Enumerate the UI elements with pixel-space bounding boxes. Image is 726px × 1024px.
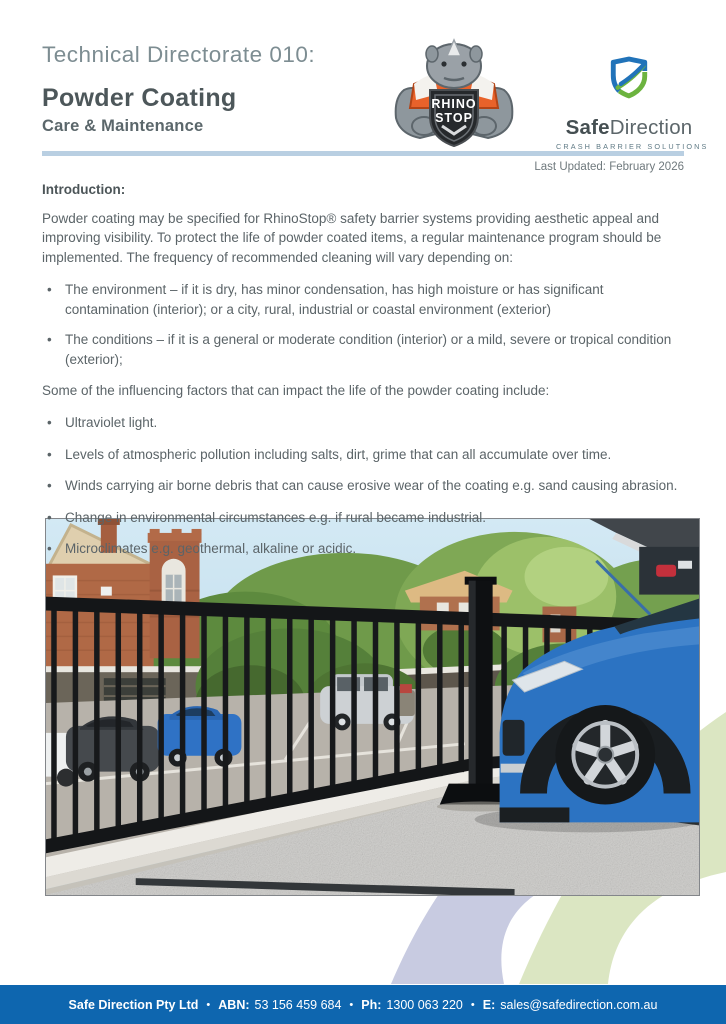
bullet-list-influencing-factors [42, 413, 685, 559]
document-body [42, 180, 685, 571]
bullet-item: • The conditions – if it is a general or moderate condition (interior) or a mild, severe or tropical condition (exterior); [42, 330, 685, 369]
footer-phone-label: Ph: [361, 997, 382, 1012]
footer-separator: • [349, 998, 354, 1011]
footer-email-value: sales@safedirection.com.au [500, 997, 658, 1012]
page-title: Powder Coating [42, 84, 237, 112]
bullet-item: • The environment – if it is dry, has minor condensation, has high moisture or has significant contamination (interior); or a city, rural, industrial or coastal environment (exterior) [42, 280, 685, 319]
last-updated-text: Last Updated: February 2026 [534, 161, 684, 173]
rhino-shield-text-line1: RHINO [431, 97, 477, 111]
safedirection-logo [556, 42, 709, 151]
photo-powder-coated-balustrade [45, 518, 700, 896]
safedirection-tagline: CRASH BARRIER SOLUTIONS [556, 142, 709, 151]
footer-email-label: E: [482, 997, 496, 1012]
footer-bar [0, 985, 726, 1024]
rhinostop-logo [386, 38, 522, 150]
bullet-item: • Microclimates e.g. geothermal, alkaline or acidic. [42, 539, 685, 559]
rhino-shield-icon [430, 90, 478, 146]
header-doc-number: Technical Directorate 010: [42, 42, 316, 67]
footer-abn-value: 53 156 459 684 [254, 997, 342, 1012]
bullet-item: • Change in environmental circumstances e.g. if rural became industrial. [42, 508, 685, 528]
bullet-item: • Winds carrying air borne debris that can cause erosive wear of the coating e.g. sand causing abrasion. [42, 476, 685, 496]
bullet-item: • Ultraviolet light. [42, 413, 685, 433]
header-divider-rule [42, 151, 684, 156]
footer-abn-label: ABN: [218, 997, 250, 1012]
safedirection-wordmark-light: Direction [609, 116, 693, 139]
safedirection-shield-icon [597, 42, 661, 114]
footer-company: Safe Direction Pty Ltd [68, 997, 199, 1012]
bullet-item: • Levels of atmospheric pollution including salts, dirt, grime that can all accumulate over time. [42, 445, 685, 465]
footer-phone-value: 1300 063 220 [386, 997, 463, 1012]
intro-paragraph: Powder coating may be specified for RhinoStop® safety barrier systems providing aesthetic appeal and improving visibility. To protect the life of powder coated items, a regular maintenance program should be implemented. The frequency of recommended cleaning will vary depending on: [42, 210, 662, 265]
factors-lead: Some of the influencing factors that can impact the life of the powder coating include: [42, 382, 550, 398]
bullet-list-cleaning-frequency [42, 280, 685, 369]
rhino-shield-text-line2: STOP [435, 111, 473, 125]
footer-separator: • [470, 998, 475, 1011]
safedirection-wordmark-bold: Safe [565, 116, 610, 139]
safedirection-wordmark [556, 116, 702, 140]
page-subtitle: Care & Maintenance [42, 117, 204, 135]
intro-heading: Introduction: [42, 182, 126, 197]
footer-separator: • [206, 998, 211, 1011]
